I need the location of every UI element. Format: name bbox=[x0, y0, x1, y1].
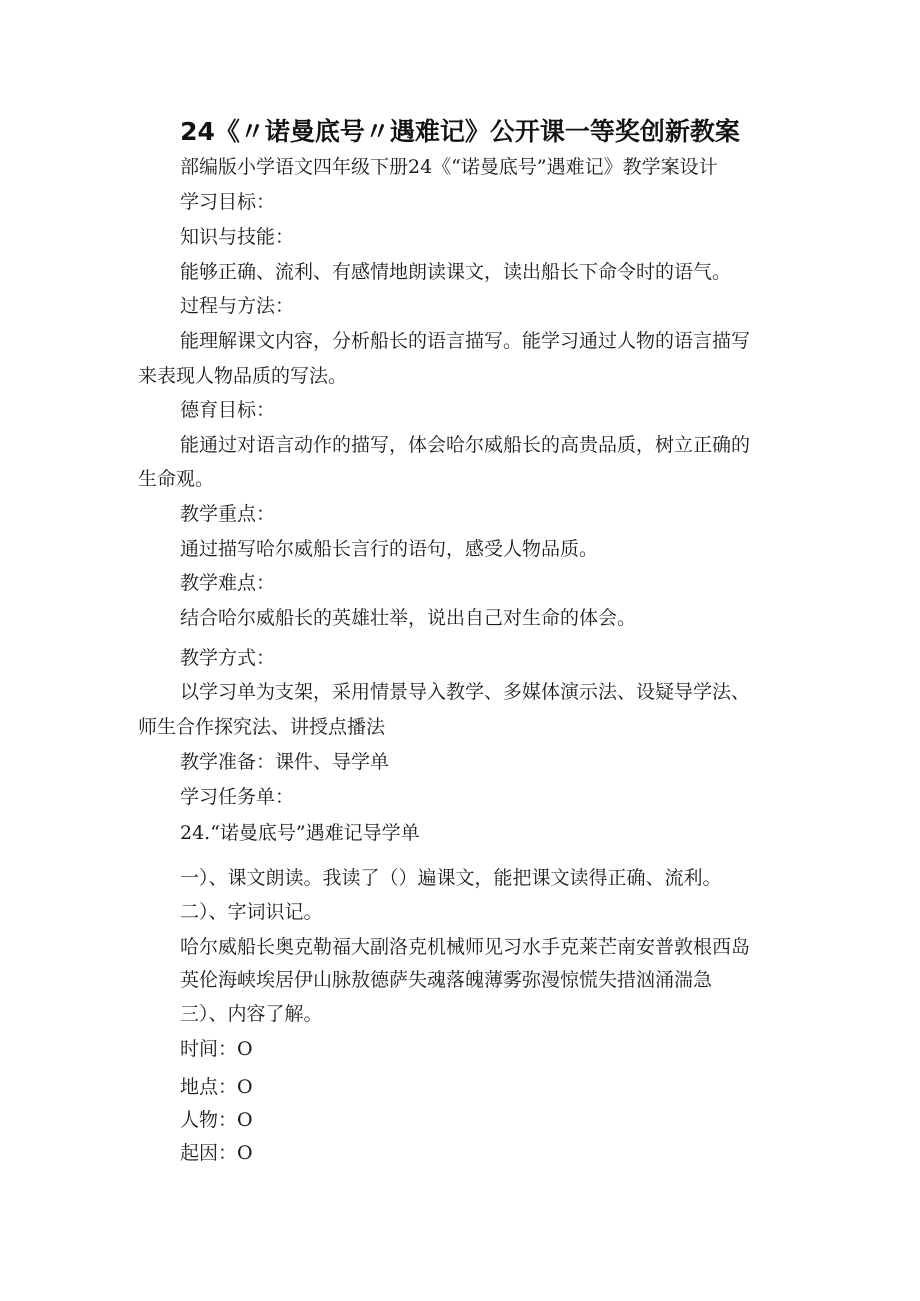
vocabulary-line: 哈尔威船长奥克勒福大副洛克机械师见习水手克莱芒南安普敦根西岛 bbox=[180, 936, 751, 958]
paragraph-line: 教学准备：课件、导学单 bbox=[180, 751, 390, 773]
vocabulary-line: 英伦海峡埃居伊山脉敖德萨失魂落魄薄雾弥漫惊慌失措汹涌湍急 bbox=[180, 969, 713, 991]
paragraph-line: 来表现人物品质的写法。 bbox=[138, 365, 348, 387]
paragraph-line: 能够正确、流利、有感情地朗读课文，读出船长下命令时的语气。 bbox=[180, 261, 732, 283]
paragraph-line: 生命观。 bbox=[138, 468, 215, 490]
document-title: 24《〃诺曼底号〃遇难记》公开课一等奖创新教案 bbox=[180, 117, 740, 146]
paragraph-line: 结合哈尔威船长的英雄壮举，说出自己对生命的体会。 bbox=[180, 607, 637, 629]
subtitle-line: 部编版小学语文四年级下册24《“诺曼底号”遇难记》教学案设计 bbox=[180, 156, 718, 178]
heading-methods: 教学方式： bbox=[180, 647, 276, 669]
heading-process: 过程与方法： bbox=[180, 295, 295, 317]
heading-key-points: 教学重点： bbox=[180, 503, 276, 525]
paragraph-line: 通过描写哈尔威船长言行的语句，感受人物品质。 bbox=[180, 538, 599, 560]
paragraph-line: 师生合作探究法、讲授点播法 bbox=[138, 716, 386, 738]
heading-learning-goals: 学习目标： bbox=[180, 191, 276, 213]
section-content: 三）、内容了解。 bbox=[180, 1003, 323, 1025]
heading-task-sheet: 学习任务单： bbox=[180, 786, 295, 808]
section-vocabulary: 二）、字词识记。 bbox=[180, 901, 323, 923]
field-people: 人物：O bbox=[180, 1109, 253, 1131]
heading-difficulties: 教学难点： bbox=[180, 572, 276, 594]
field-time: 时间：O bbox=[180, 1038, 253, 1060]
heading-knowledge: 知识与技能： bbox=[180, 226, 295, 248]
section-reading: 一）、课文朗读。我读了（）遍课文，能把课文读得正确、流利。 bbox=[180, 867, 722, 889]
task-sheet-title: 24.“诺曼底号”遇难记导学单 bbox=[180, 822, 420, 844]
paragraph-line: 以学习单为支架，采用情景导入教学、多媒体演示法、设疑导学法、 bbox=[180, 681, 751, 703]
field-place: 地点：O bbox=[180, 1076, 253, 1098]
heading-moral-goals: 德育目标： bbox=[180, 399, 276, 421]
paragraph-line: 能理解课文内容，分析船长的语言描写。能学习通过人物的语言描写 bbox=[180, 330, 751, 352]
paragraph-line: 能通过对语言动作的描写，体会哈尔威船长的高贵品质，树立正确的 bbox=[180, 434, 751, 456]
field-cause: 起因：O bbox=[180, 1142, 253, 1164]
